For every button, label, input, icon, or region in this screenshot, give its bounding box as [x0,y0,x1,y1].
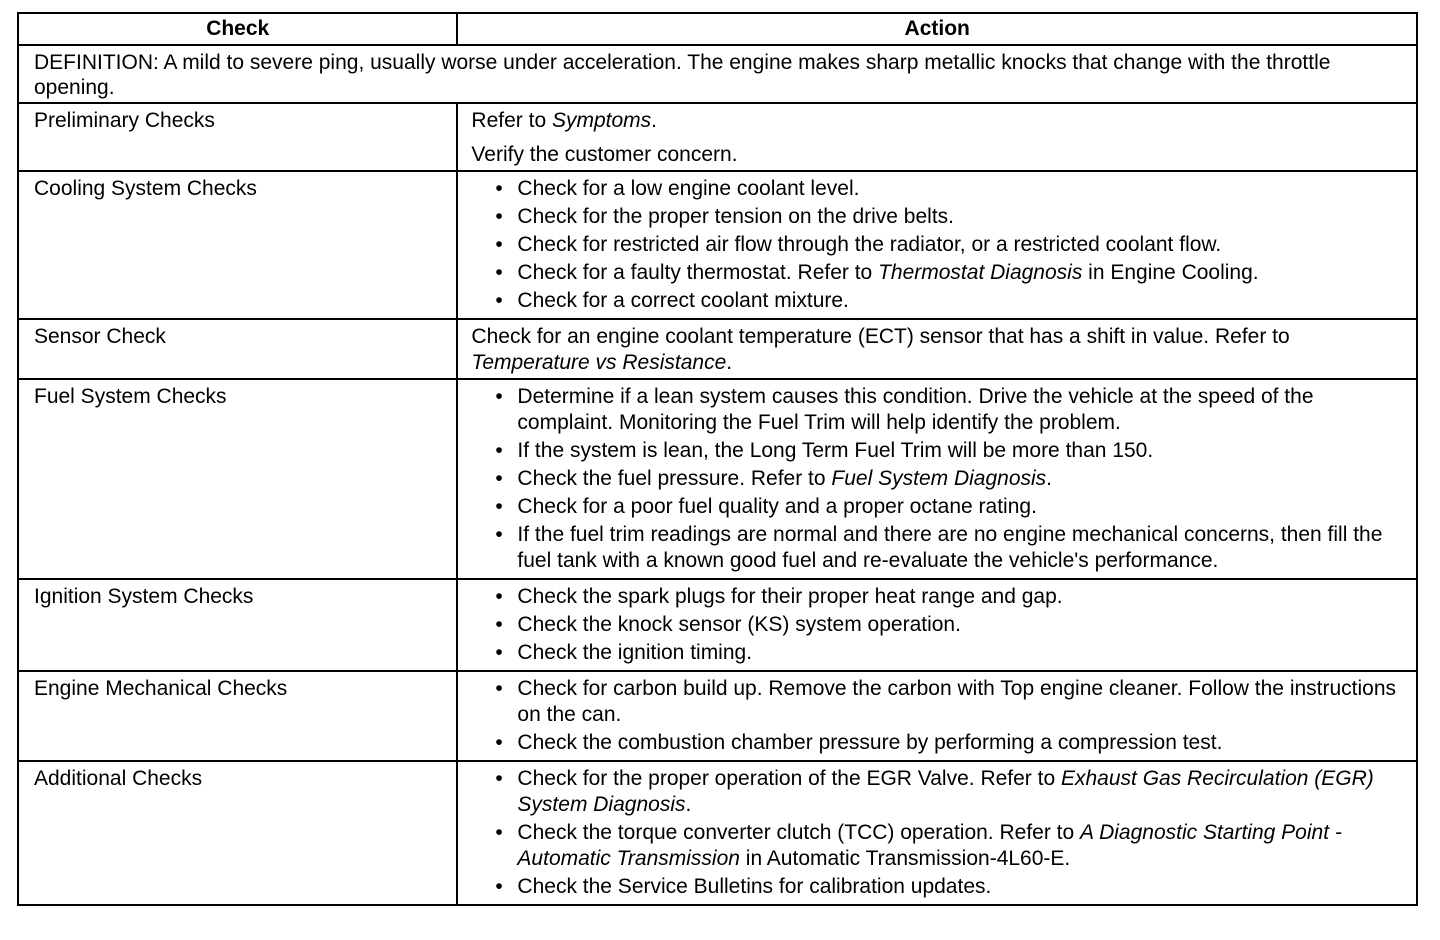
action-text: Check for a low engine coolant level. [517,177,860,200]
action-cell [457,103,1417,171]
action-text: Refer to [471,109,552,132]
header-row [18,13,1417,45]
table-row [18,761,1417,905]
action-text: Check for a correct coolant mixture. [517,289,849,312]
check-label: Engine Mechanical Checks [18,671,457,761]
action-line [471,324,1404,376]
action-cell [457,319,1417,379]
definition-text: DEFINITION: A mild to severe ping, usually worse under acceleration. The engine makes sharp metallic knocks that change with the throttle opening. [18,45,1417,103]
list-item [471,494,1404,520]
check-label: Ignition System Checks [18,579,457,671]
table-row [18,103,1417,171]
action-cell [457,579,1417,671]
list-item [471,438,1404,464]
action-text: Check for the proper tension on the drive belts. [517,205,955,228]
list-item [471,522,1404,574]
action-text: Check the fuel pressure. Refer to [517,467,832,490]
action-line [471,142,1404,168]
definition-row [18,45,1417,103]
action-text: . [651,109,657,132]
action-text: Check for the proper operation of the EGR Valve. Refer to [517,767,1061,790]
list-item [471,176,1404,202]
header-action: Action [457,13,1417,45]
action-text: Check for a poor fuel quality and a proper octane rating. [517,495,1037,518]
action-text: Check the Service Bulletins for calibration updates. [517,875,992,898]
action-cell [457,671,1417,761]
action-line [471,108,1404,134]
action-text: . [726,351,733,374]
list-item [471,676,1404,728]
list-item [471,204,1404,230]
list-item [471,260,1404,286]
list-item [471,232,1404,258]
action-text: If the system is lean, the Long Term Fuel Trim will be more than 150. [517,439,1154,462]
action-cell [457,379,1417,579]
action-text: Check for a faulty thermostat. Refer to [517,261,879,284]
reference-text: A Diagnostic Starting Point - Automatic Transmission [517,821,1342,870]
check-label: Additional Checks [18,761,457,905]
table-row [18,319,1417,379]
reference-text: Fuel System Diagnosis [831,467,1047,490]
table-body [18,45,1417,905]
action-text: Check the spark plugs for their proper heat range and gap. [517,585,1063,608]
reference-text: Temperature vs Resistance [471,351,727,374]
check-label: Fuel System Checks [18,379,457,579]
reference-text: Thermostat Diagnosis [878,261,1083,284]
action-text: Check for an engine coolant temperature (ECT) sensor that has a shift in value. Refer to [471,325,1290,348]
list-item [471,466,1404,492]
action-bullet-list [471,384,1404,574]
action-text: in Engine Cooling. [1082,261,1259,284]
check-label: Cooling System Checks [18,171,457,319]
list-item [471,584,1404,610]
table-row [18,579,1417,671]
action-text: in Automatic Transmission-4L60-E. [739,847,1071,870]
action-text: Check for carbon build up. Remove the carbon with Top engine cleaner. Follow the instructions on the can. [517,677,1397,726]
list-item [471,384,1404,436]
check-label: Preliminary Checks [18,103,457,171]
list-item [471,640,1404,666]
table-row [18,671,1417,761]
action-bullet-list [471,766,1404,900]
list-item [471,730,1404,756]
header-check: Check [18,13,457,45]
check-label: Sensor Check [18,319,457,379]
reference-text: Exhaust Gas Recirculation (EGR) System Diagnosis [517,767,1374,816]
action-text: Check the ignition timing. [517,641,753,664]
action-text: . [685,793,692,816]
action-text: Check the combustion chamber pressure by performing a compression test. [517,731,1223,754]
diagnostic-table [17,12,1418,906]
action-text: Determine if a lean system causes this condition. Drive the vehicle at the speed of the complaint. Monitoring the Fuel Trim will help identify the problem. [517,385,1314,434]
list-item [471,874,1404,900]
action-text: If the fuel trim readings are normal and there are no engine mechanical concerns, then fill the fuel tank with a known good fuel and re-evaluate the vehicle's performance. [517,523,1383,572]
action-cell [457,171,1417,319]
list-item [471,288,1404,314]
action-text: Check the knock sensor (KS) system operation. [517,613,961,636]
action-bullet-list [471,176,1404,314]
reference-text: Symptoms [551,109,652,132]
action-text: . [1046,467,1053,490]
action-bullet-list [471,676,1404,756]
list-item [471,766,1404,818]
action-text: Verify the customer concern. [471,143,738,166]
table-row [18,171,1417,319]
action-cell [457,761,1417,905]
action-bullet-list [471,584,1404,666]
list-item [471,612,1404,638]
table-row [18,379,1417,579]
list-item [471,820,1404,872]
action-text: Check for restricted air flow through the radiator, or a restricted coolant flow. [517,233,1222,256]
action-text: Check the torque converter clutch (TCC) operation. Refer to [517,821,1081,844]
